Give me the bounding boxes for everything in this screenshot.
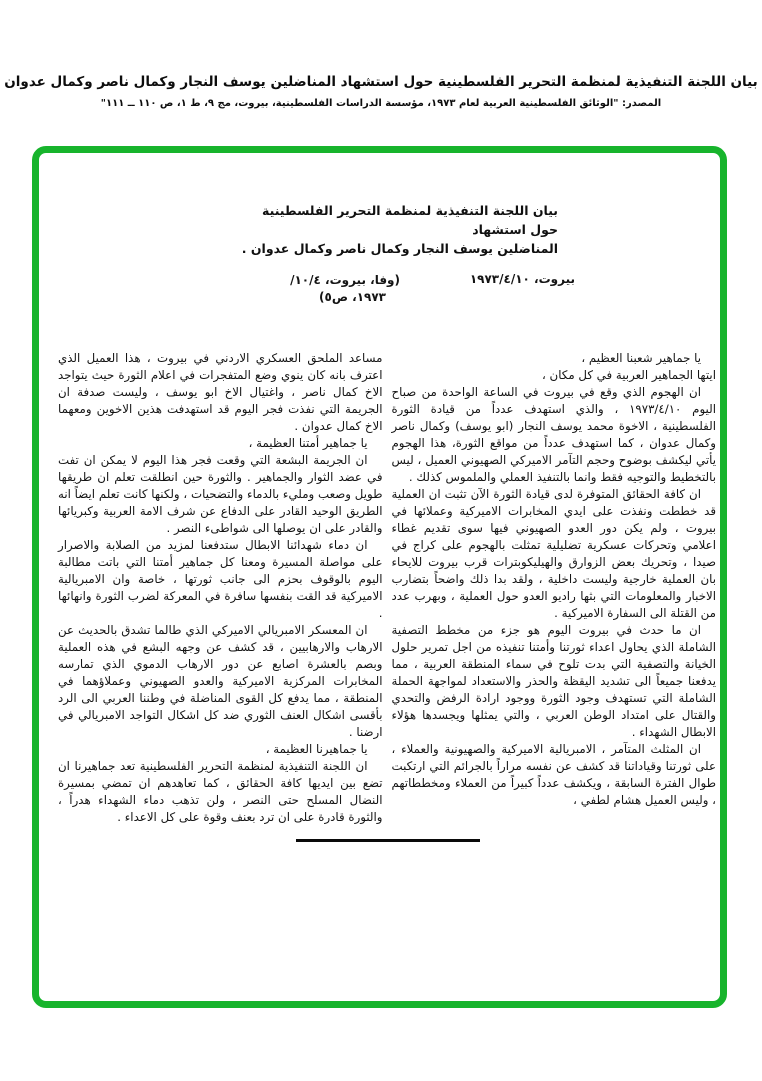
document-frame xyxy=(32,146,727,1008)
agency-citation xyxy=(290,272,400,306)
body-paragraph: ان كافة الحقائق المتوفرة لدى قيادة الثورة الآن تثبت ان العملية قد خططت ونفذت على ايدي المخابرات الاميركية وعملائها في بيروت ، ولم يكن دور العدو الصهيوني فيها سوى تقديم غطاء اعلامي وتحركات عسكرية تضليلية تمثلت بالهجوم على كراج في صيدا ، وتحريك بعض الزوارق والهيليكوبترات قرب بيروت للايحاء بان العملية خارجية وليست داخلية ، ولقد بدا ذلك واضحاً بتضارب الاخبار والمعلومات التي بثها راديو العدو حول العملية ، وبهرب عدد من القتلة الى السفارة الاميركية . xyxy=(391,487,716,620)
agency-citation-line1: (وفا، بيروت، ١٠/٤/ xyxy=(290,273,400,287)
column-left xyxy=(58,350,383,826)
dateline: بيروت، ١٩٧٣/٤/١٠ xyxy=(469,272,575,286)
page-header xyxy=(0,0,762,109)
body-paragraph: ان المثلث المتآمر ، الامبريالية الاميركية والصهيونية والعملاء ، على ثورتنا وقياداتنا قد كشف عن نفسه مراراً بالجرائم التي ارتكبت طوال الفترة السابقة ، ويكشف عدداً كبيراً من العملاء ومخططاتهم ، وليس العميل هشام لطفي ، xyxy=(391,742,716,807)
body-paragraph: ايتها الجماهير العربية في كل مكان ، xyxy=(541,368,716,382)
document-title-line1: بيان اللجنة التنفيذية لمنظمة التحرير الفلسطينية حول استشهاد xyxy=(262,203,558,237)
body-paragraph: يا جماهيرنا العظيمة ، xyxy=(265,742,368,756)
document-title xyxy=(232,201,558,258)
body-paragraph: ان الجريمة البشعة التي وقعت فجر هذا اليوم لا يمكن ان تفت في عضد الثوار والجماهير . والثورة حين انطلقت تعلم ان طريقها طويل وصعب ومليء بالدماء والتضحيات ، ولكنها كانت تعلم ايضاً انه الطريق الوحيد القادر على الدفاع عن شرف الامة العربية وكبريائها والقادر على ان يوصلها الى شواطىء النصر . xyxy=(58,453,383,535)
body-paragraph: ان المعسكر الامبريالي الاميركي الذي طالما تشدق بالحديث عن الارهاب والارهابيين ، قد كشف عن وجهه البشع في هذه العملية وبصم بالعشرة اصابع عن دور الارهاب الدموي الذي تمارسه المخابرات المركزية الاميركية والعدو الصهيوني وعملاؤهما في المنطقة ، مما يدفع كل القوى المناضلة في وطننا العربي الى الرد بأقسى اشكال العنف الثوري ضد كل اشكال التواجد الامبريالي في ارضنا . xyxy=(58,623,383,739)
body-paragraph: ان ما حدث في بيروت اليوم هو جزء من مخطط التصفية الشاملة الذي يحاول اعداء ثورتنا وأمتنا تنفيذه من اجل تمرير حلول الخيانة والتصفية التي بدت تلوح في سماء المنطقة العربية ، مما يدفعنا جميعاً الى تشديد اليقظة والحذر والاستعداد لمواجهة الحملة الشاملة التي تستهدف وجود الثورة ووجود ارادة الرفض والتحدي والقتال على امتداد الوطن العربي ، والتي يمثلها ويجسدها هؤلاء الابطال الشهداء . xyxy=(391,623,716,739)
column-right xyxy=(392,350,717,826)
body-paragraph: ان دماء شهدائنا الابطال ستدفعنا لمزيد من الصلابة والاصرار على مواصلة المسيرة ومعنا كل جماهير أمتنا التي باتت مطالبة اليوم بالوقوف بحزم الى جانب ثورتها ، خاصة وان الامبريالية الاميركية قد القت بنفسها سافرة في المعركة لضرب الثورة وانهائها . xyxy=(58,538,383,620)
dateline-row xyxy=(39,272,720,324)
footer-divider xyxy=(296,839,480,842)
source-citation: المصدر: "الوثائق الفلسطينية العربية لعام ١٩٧٣، مؤسسة الدراسات الفلسطينية، بيروت، مج ٩، ط ١، ص ١١٠ ــ ١١١" xyxy=(100,98,662,109)
body-paragraph: ان اللجنة التنفيذية لمنظمة التحرير الفلسطينية تعد جماهيرنا ان تضع بين ايديها كافة الحقائق ، كما تعاهدهم ان تمضي بمسيرة النضال المسلح حتى النصر ، ولن تذهب دماء الشهداء هدراً ، والثورة قادرة على ان ترد بعنف وقوة على كل الاعداء . xyxy=(58,759,383,824)
body-columns xyxy=(39,350,720,826)
body-paragraph: ان الهجوم الذي وقع في بيروت في الساعة الواحدة من صباح اليوم ١٩٧٣/٤/١٠ ، والذي استهدف عدداً من قيادة الثورة الفلسطينية ، الاخوة محمد يوسف النجار (ابو يوسف) وكمال ناصر وكمال عدوان ، كما استهدف عدداً من مواقع الثورة، هذا الهجوم يأتي ليكشف بوضوح وحجم التآمر الاميركي الصهيوني العميل ، ليس بالتخطيط والتوجيه فقط وانما بالتنفيذ العملي والملموس كذلك . xyxy=(391,385,716,484)
body-paragraph: مساعد الملحق العسكري الاردني في بيروت ، هذا العميل الذي اعترف بانه كان ينوي وضع المتفجرات في اعلام الثورة حيث يتواجد الاخ كمال ناصر ، واغتيال الاخ ابو يوسف ، وليست صدفة ان الجريمة التي نفذت فجر اليوم قد استهدفت هذين الاخوين ومعهما الاخ كمال عدوان . xyxy=(58,351,383,433)
body-paragraph: يا جماهير شعبنا العظيم ، xyxy=(581,351,701,365)
page-title: بيان اللجنة التنفيذية لمنظمة التحرير الفلسطينية حول استشهاد المناضلين يوسف النجار وكمال ناصر وكمال عدوان xyxy=(4,74,758,90)
agency-citation-line2: ١٩٧٣، ص٥) xyxy=(319,290,386,304)
document-title-line2: المناضلين يوسف النجار وكمال ناصر وكمال عدوان . xyxy=(241,241,558,256)
document-scan xyxy=(39,153,720,1008)
body-paragraph: يا جماهير أمتنا العظيمة ، xyxy=(248,436,368,450)
